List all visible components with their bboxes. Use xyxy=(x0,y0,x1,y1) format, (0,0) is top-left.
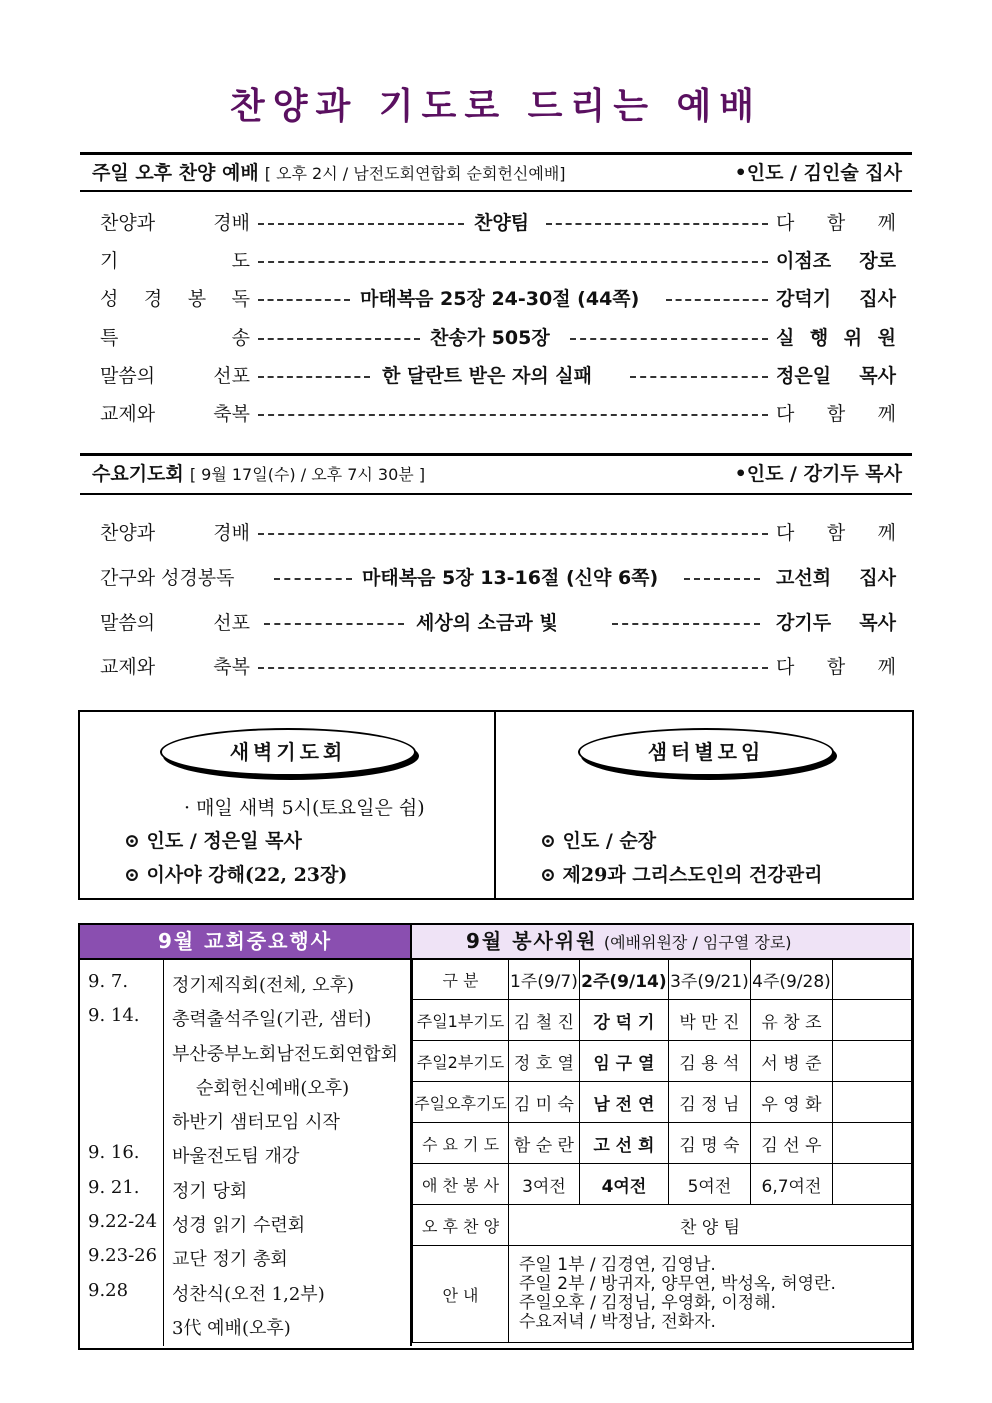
volunteers-title: 9월 봉사위원 xyxy=(466,929,598,953)
order-person: 다 함 께 xyxy=(776,656,896,678)
order-content: 한 달란트 받은 자의 실패 xyxy=(382,365,592,387)
empty-cell xyxy=(833,1041,912,1082)
empty-cell xyxy=(833,1123,912,1164)
cell: 찬 양 팀 xyxy=(509,1205,912,1246)
wednesday-leader: •인도 / 강기두 목사 xyxy=(734,463,902,485)
column-header: 1주(9/7) xyxy=(509,959,580,1000)
date-divider xyxy=(163,960,164,1346)
order-person: 강덕기 집사 xyxy=(776,288,896,310)
guide-line: 주일 2부 / 방귀자, 양무연, 박성옥, 허영란. xyxy=(519,1274,836,1294)
order-content: 마태복음 25장 24-30절 (44쪽) xyxy=(360,288,640,310)
order-label: 교제와 축복 xyxy=(100,403,250,425)
sunday-header-title: 주일 오후 찬양 예배 xyxy=(92,162,259,184)
cell: 강 덕 기 xyxy=(579,1000,668,1041)
guide-line: 주일오후 / 김정님, 우영화, 이정해. xyxy=(519,1293,777,1313)
order-row xyxy=(100,563,896,593)
order-row xyxy=(100,323,896,353)
order-label: 말씀의 선포 xyxy=(100,365,250,387)
empty-cell xyxy=(833,959,912,1000)
order-person: 실 행 위 원 xyxy=(776,327,896,349)
column-header: 4주(9/28) xyxy=(750,959,832,1000)
event-text: 정기제직회(전체, 오후) xyxy=(172,975,354,996)
cell: 함 순 란 xyxy=(509,1123,580,1164)
event-text: 부산중부노회남전도회연합회 xyxy=(172,1044,399,1065)
order-row xyxy=(100,608,896,638)
wednesday-header xyxy=(92,459,902,489)
event-date: 9. 7. xyxy=(88,971,129,992)
wednesday-header-sub: [ 9월 17일(수) / 오후 7시 30분 ] xyxy=(189,465,426,484)
order-label: 기 도 xyxy=(100,250,250,272)
order-label: 말씀의 선포 xyxy=(100,612,250,634)
cell: 김 용 석 xyxy=(668,1041,750,1082)
order-label: 간구와 성경봉독 xyxy=(100,567,235,589)
column-header: 3주(9/21) xyxy=(668,959,750,1000)
event-date: 9.23-26 xyxy=(88,1245,158,1266)
cell-line: ⊙ 제29과 그리스도인의 건강관리 xyxy=(540,864,823,886)
cell: 김 미 숙 xyxy=(509,1082,580,1123)
table-row xyxy=(413,1205,912,1246)
table-row xyxy=(413,1000,912,1041)
section-divider xyxy=(80,152,912,155)
table-row xyxy=(413,1082,912,1123)
guide-cell xyxy=(509,1246,912,1343)
order-label: 교제와 축복 xyxy=(100,656,250,678)
cell: 정 호 열 xyxy=(509,1041,580,1082)
event-date: 9. 21. xyxy=(88,1177,140,1198)
order-row xyxy=(100,399,896,429)
order-row xyxy=(100,652,896,682)
order-person: 다 함 께 xyxy=(776,522,896,544)
order-person: 다 함 께 xyxy=(776,212,896,234)
order-label: 특 송 xyxy=(100,327,250,349)
section-divider xyxy=(80,453,912,456)
order-person: 이점조 장로 xyxy=(776,250,896,272)
row-category: 주일1부기도 xyxy=(413,1000,509,1041)
box-divider xyxy=(494,712,496,898)
event-text: 총력출석주일(기관, 샘터) xyxy=(172,1009,372,1030)
event-date: 9. 14. xyxy=(88,1005,140,1026)
table-row xyxy=(413,1164,912,1205)
order-label: 찬양과 경배 xyxy=(100,522,250,544)
order-row xyxy=(100,284,896,314)
row-category: 안 내 xyxy=(413,1246,509,1343)
sunday-leader: •인도 / 김인술 집사 xyxy=(734,162,902,184)
order-row xyxy=(100,208,896,238)
order-label: 성 경 봉 독 xyxy=(100,288,250,310)
column-header: 구 분 xyxy=(413,959,509,1000)
row-category: 수 요 기 도 xyxy=(413,1123,509,1164)
column-header: 2주(9/14) xyxy=(579,959,668,1000)
event-date: 9. 16. xyxy=(88,1142,140,1163)
table-row xyxy=(413,1123,912,1164)
cell-title: 샘터별모임 xyxy=(578,728,834,776)
dawn-title: 새벽기도회 xyxy=(160,728,416,776)
dawn-line: · 매일 새벽 5시(토요일은 쉼) xyxy=(184,797,425,819)
order-row xyxy=(100,518,896,548)
cell: 4여전 xyxy=(579,1164,668,1205)
order-content: 찬송가 505장 xyxy=(430,327,550,349)
order-person: 다 함 께 xyxy=(776,403,896,425)
order-content: 마태복음 5장 13-16절 (신약 6쪽) xyxy=(362,567,659,589)
cell: 6,7여전 xyxy=(750,1164,832,1205)
events-title: 9월 교회중요행사 xyxy=(80,925,410,958)
wednesday-header-title: 수요기도회 xyxy=(92,463,184,485)
guide-line: 주일 1부 / 김경연, 김영남. xyxy=(519,1255,716,1275)
event-text: 순회헌신예배(오후) xyxy=(196,1078,350,1099)
event-text: 바울전도팀 개강 xyxy=(172,1146,300,1167)
cell: 박 만 진 xyxy=(668,1000,750,1041)
cell: 5여전 xyxy=(668,1164,750,1205)
event-text: 정기 당회 xyxy=(172,1181,248,1202)
row-category: 주일2부기도 xyxy=(413,1041,509,1082)
section-divider xyxy=(80,493,912,495)
order-content: 세상의 소금과 빛 xyxy=(416,612,558,634)
event-text: 성찬식(오전 1,2부) xyxy=(172,1284,325,1305)
guide-line: 수요저녁 / 박정남, 전화자. xyxy=(519,1312,716,1332)
event-text: 하반기 샘터모임 시작 xyxy=(172,1112,340,1133)
cell: 우 영 화 xyxy=(750,1082,832,1123)
dawn-line: ⊙ 인도 / 정은일 목사 xyxy=(124,830,302,852)
cell: 김 정 님 xyxy=(668,1082,750,1123)
order-person: 고선희 집사 xyxy=(776,567,896,589)
row-category: 주일오후기도 xyxy=(413,1082,509,1123)
dawn-line: ⊙ 이사야 강해(22, 23장) xyxy=(124,864,348,886)
order-row xyxy=(100,361,896,391)
row-category: 오 후 찬 양 xyxy=(413,1205,509,1246)
cell: 임 구 열 xyxy=(579,1041,668,1082)
event-text: 교단 정기 총회 xyxy=(172,1249,288,1270)
order-label: 찬양과 경배 xyxy=(100,212,250,234)
cell: 고 선 희 xyxy=(579,1123,668,1164)
page-title: 찬양과 기도로 드리는 예배 xyxy=(229,86,763,127)
table-row xyxy=(413,1041,912,1082)
event-text: 성경 읽기 수련회 xyxy=(172,1215,306,1236)
row-category: 애 찬 봉 사 xyxy=(413,1164,509,1205)
cell-line: ⊙ 인도 / 순장 xyxy=(540,830,657,852)
event-text: 3代 예배(오후) xyxy=(172,1318,291,1339)
cell: 김 선 우 xyxy=(750,1123,832,1164)
order-person: 정은일 목사 xyxy=(776,365,896,387)
cell: 유 창 조 xyxy=(750,1000,832,1041)
order-content: 찬양팀 xyxy=(474,212,530,234)
cell: 3여전 xyxy=(509,1164,580,1205)
empty-cell xyxy=(833,1000,912,1041)
cell: 서 병 준 xyxy=(750,1041,832,1082)
cell: 남 전 연 xyxy=(579,1082,668,1123)
table-row xyxy=(413,1246,912,1343)
event-date: 9.22-24 xyxy=(88,1211,158,1232)
empty-cell xyxy=(833,1082,912,1123)
event-date: 9.28 xyxy=(88,1280,129,1301)
empty-cell xyxy=(833,1164,912,1205)
cell: 김 명 숙 xyxy=(668,1123,750,1164)
cell: 김 철 진 xyxy=(509,1000,580,1041)
volunteers-table xyxy=(412,958,912,1343)
order-person: 강기두 목사 xyxy=(776,612,896,634)
volunteers-subtitle: (예배위원장 / 임구열 장로) xyxy=(603,933,792,952)
sunday-header-sub: [ 오후 2시 / 남전도회연합회 순회헌신예배] xyxy=(264,164,566,183)
sunday-header xyxy=(92,158,902,188)
order-row xyxy=(100,246,896,276)
table-header-row xyxy=(413,959,912,1000)
section-divider xyxy=(80,190,912,192)
volunteers-header xyxy=(412,925,910,958)
